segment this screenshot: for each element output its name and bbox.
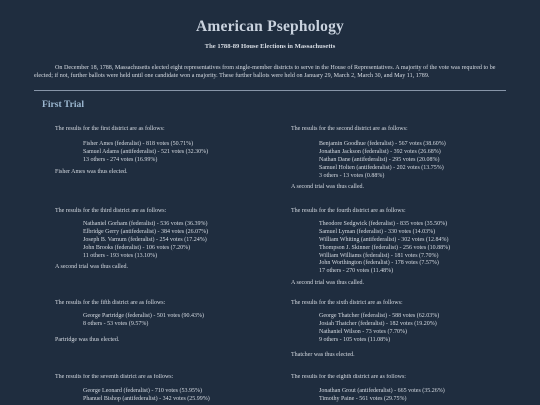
candidate: John Brooks (federalist) - 106 votes (7.20%) — [83, 244, 191, 251]
candidate: Nathaniel Gorham (federalist) - 536 votes (36.39%) — [83, 220, 208, 227]
district-1 — [55, 126, 275, 186]
candidate: George Leonard (federalist) - 710 votes (53.95%) — [83, 387, 203, 394]
district-intro: The results for the fourth district are as follows: — [291, 208, 406, 214]
candidate-list — [319, 141, 511, 181]
candidate: Nathaniel Wilson - 73 votes (7.70%) — [319, 328, 407, 335]
candidate: Theodore Sedgwick (federalist) - 835 votes (35.50%) — [319, 220, 448, 227]
candidate-list — [319, 388, 511, 404]
district-6 — [291, 300, 511, 362]
district-intro: The results for the seventh district are as follows: — [55, 374, 174, 380]
candidate: Jonathan Grout (antifederalist) - 665 votes (35.26%) — [319, 387, 445, 394]
candidate: John Worthington (federalist) - 178 votes (7.57%) — [319, 260, 439, 267]
district-8 — [291, 374, 511, 405]
candidate: William Whiting (antifederalist) - 302 votes (12.84%) — [319, 236, 449, 243]
candidate: William Williams (federalist) - 181 votes (7.70%) — [319, 252, 439, 259]
candidate-list — [83, 313, 275, 329]
district-result: Fisher Ames was thus elected. — [55, 169, 128, 175]
section-divider — [34, 90, 506, 91]
district-intro: The results for the first district are as follows: — [55, 126, 165, 132]
candidate: 8 others - 53 votes (9.57%) — [83, 320, 149, 327]
candidate: Samuel Adams (antifederalist) - 521 votes (32.30%) — [83, 148, 209, 155]
district-intro: The results for the third district are as follows: — [55, 208, 167, 214]
district-result: A second trial was thus called. — [55, 264, 128, 270]
candidate: Fisher Ames (federalist) - 818 votes (50.71%) — [83, 140, 194, 147]
candidate: Timothy Paine - 561 votes (29.75%) — [319, 395, 407, 402]
candidate-list — [319, 221, 511, 276]
district-5 — [55, 300, 275, 350]
candidate: Elbridge Gerry (antifederalist) - 384 votes (26.07%) — [83, 228, 209, 235]
page-subtitle: The 1788-89 House Elections in Massachusetts — [204, 43, 336, 50]
district-4 — [291, 208, 511, 290]
candidate: 3 others - 13 votes (0.88%) — [319, 172, 385, 179]
district-intro: The results for the eighth district are as follows: — [291, 374, 406, 380]
district-intro: The results for the sixth district are as follows: — [291, 300, 403, 306]
candidate: 17 others - 270 votes (11.48%) — [319, 268, 394, 275]
district-result: A second trial was thus called. — [291, 280, 364, 286]
candidate: Nathan Dane (antifederalist) - 295 votes (20.08%) — [319, 156, 440, 163]
page-title: American Psephology — [195, 18, 345, 35]
district-intro: The results for the second district are as follows: — [291, 126, 408, 132]
intro-paragraph: On December 18, 1788, Massachusetts elected eight representatives from single-member districts to serve in the House of Representatives. A majority of the vote was required to be elected; if not, further ballots were held until one candidate won a majority. These further ballots were held on January 29, March 2, March 30, and May 11, 1789. — [34, 65, 496, 79]
candidate-list — [83, 221, 275, 261]
candidate: Samuel Holten (antifederalist) - 202 votes (13.75%) — [319, 164, 444, 171]
district-result: A second trial was thus called. — [291, 184, 364, 190]
district-2 — [291, 126, 511, 196]
district-intro: The results for the fifth district are as follows: — [55, 300, 166, 306]
candidate: Josiah Thatcher (federalist) - 182 votes (19.20%) — [319, 320, 437, 327]
candidate: Thompson J. Skinner (federalist) - 256 votes (10.88%) — [319, 244, 451, 251]
candidate: 13 others - 274 votes (16.99%) — [83, 156, 158, 163]
candidate: Samuel Lyman (federalist) - 330 votes (14.03%) — [319, 228, 436, 235]
candidate-list — [83, 141, 275, 165]
candidate: Jonathan Jackson (federalist) - 392 votes (26.68%) — [319, 148, 441, 155]
district-result: Partridge was thus elected. — [55, 337, 120, 343]
district-7 — [55, 374, 275, 405]
candidate-list — [83, 388, 275, 404]
candidate: George Partridge (federalist) - 501 votes (90.43%) — [83, 312, 205, 319]
candidate: 9 others - 105 votes (11.08%) — [319, 336, 391, 343]
candidate: Joseph B. Varnum (federalist) - 254 votes (17.24%) — [83, 236, 207, 243]
district-result: Thatcher was thus elected. — [291, 352, 355, 358]
candidate: 11 others - 193 votes (13.10%) — [83, 252, 158, 259]
candidate: George Thatcher (federalist) - 588 votes (62.03%) — [319, 312, 440, 319]
district-3 — [55, 208, 275, 278]
candidate-list — [319, 313, 511, 345]
candidate: Phanuel Bishop (antifederalist) - 342 votes (25.99%) — [83, 395, 210, 402]
section-title-first-trial: First Trial — [42, 99, 85, 110]
candidate: Benjamin Goodhue (federalist) - 567 votes (38.60%) — [319, 140, 446, 147]
